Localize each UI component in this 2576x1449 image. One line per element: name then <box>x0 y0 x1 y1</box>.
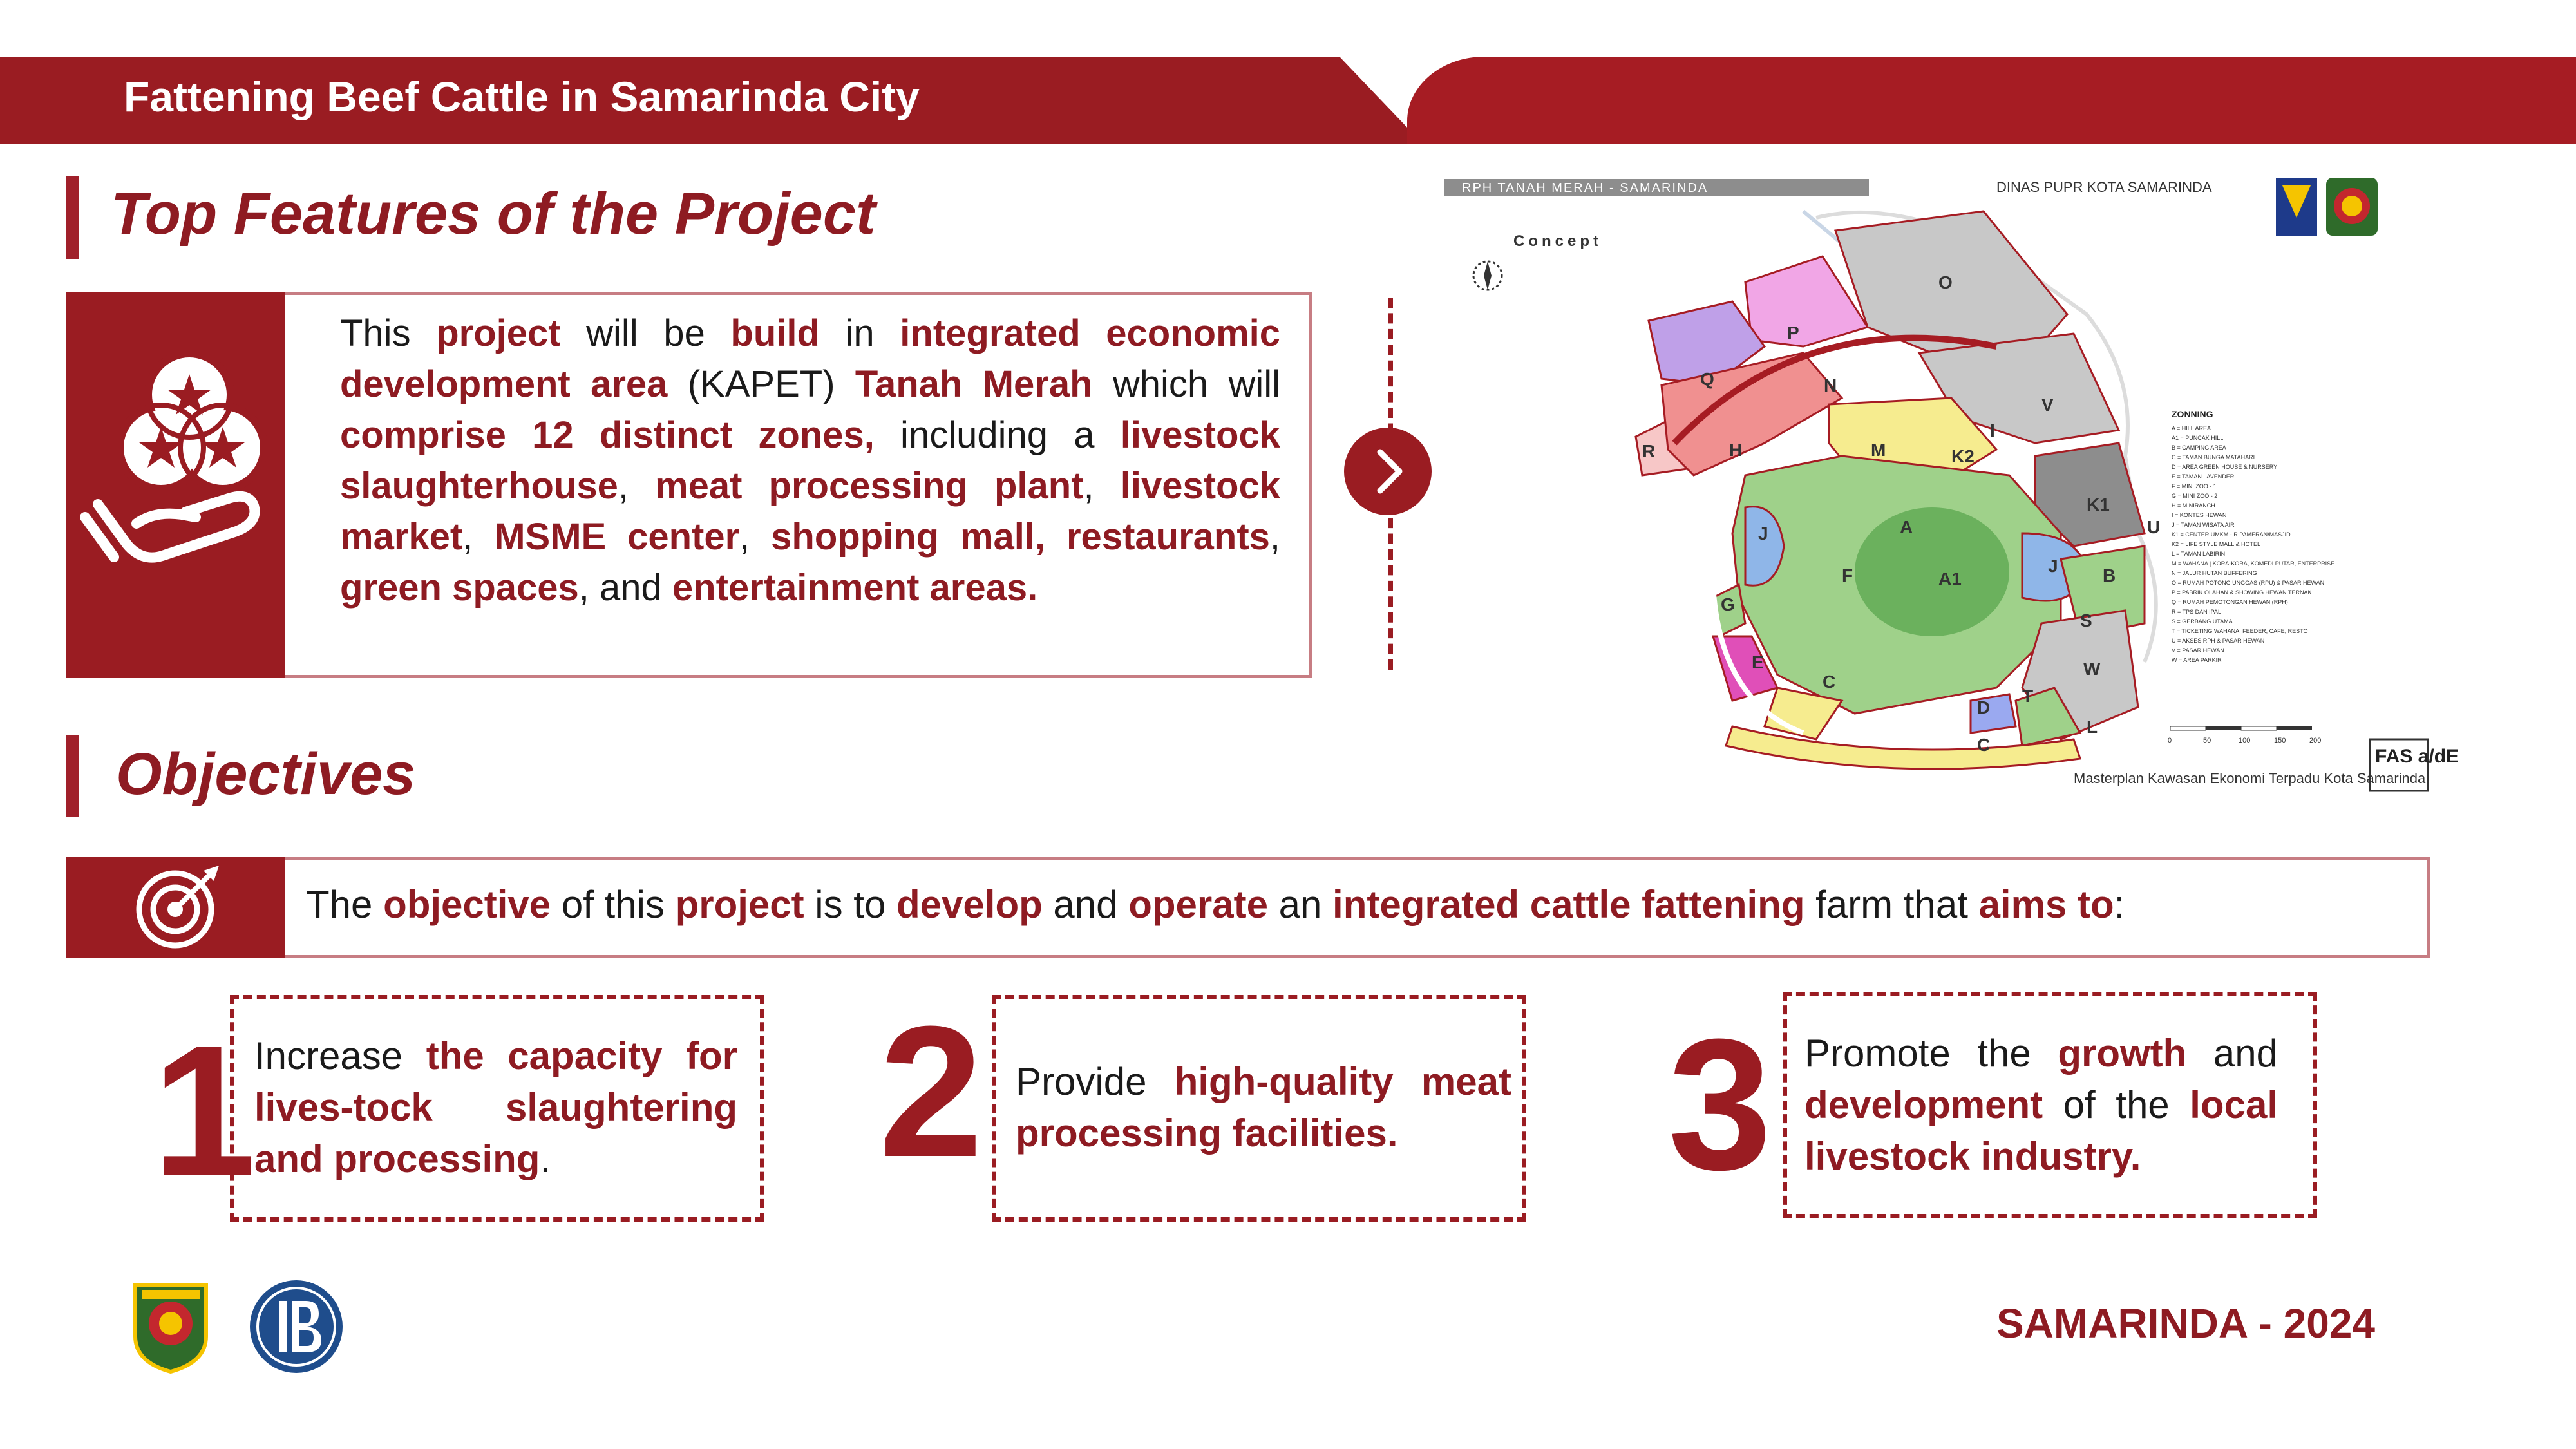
legend-entry: G = MINI ZOO - 2 <box>2172 493 2218 499</box>
svg-text:F: F <box>1842 565 1853 585</box>
objective-icon-panel <box>66 857 285 958</box>
svg-text:Q: Q <box>1700 369 1714 389</box>
zoning-legend <box>2172 425 2334 663</box>
svg-text:N: N <box>1824 375 1837 395</box>
scale-label: 200 <box>2309 737 2322 744</box>
section-marker <box>66 176 79 259</box>
section-marker <box>66 735 79 817</box>
svg-text:A: A <box>1900 517 1913 537</box>
map-header-right: DINAS PUPR KOTA SAMARINDA <box>1996 179 2212 195</box>
svg-text:L: L <box>2087 717 2098 737</box>
legend-entry: C = TAMAN BUNGA MATAHARI <box>2172 454 2255 460</box>
legend-title: ZONNING <box>2172 409 2213 419</box>
legend-entry: I = KONTES HEWAN <box>2172 512 2227 518</box>
target-icon <box>66 857 285 958</box>
svg-text:C: C <box>1977 735 1991 755</box>
legend-entry: L = TAMAN LABIRIN <box>2172 551 2226 557</box>
bank-indonesia-logo <box>248 1278 345 1375</box>
scale-label: 50 <box>2203 737 2211 744</box>
map-concept-label: Concept <box>1513 232 1602 250</box>
svg-text:J: J <box>1758 524 1768 544</box>
masterplan-drawing <box>1443 173 2459 797</box>
legend-entry: O = RUMAH POTONG UNGGAS (RPU) & PASAR HEWAN <box>2172 580 2325 586</box>
next-arrow-button[interactable] <box>1344 428 1432 515</box>
svg-text:D: D <box>1977 697 1991 717</box>
features-heading: Top Features of the Project <box>111 181 876 247</box>
map-scale <box>2170 726 2312 730</box>
svg-text:O: O <box>1938 272 1953 292</box>
svg-text:B: B <box>2103 565 2116 585</box>
masterplan-map <box>1443 173 2459 797</box>
legend-entry: S = GERBANG UTAMA <box>2172 618 2233 625</box>
objective-text: Promote the growth and development of the local livestock industry. <box>1804 1032 2278 1178</box>
legend-entry: T = TICKETING WAHANA, FEEDER, CAFE, RESTO <box>2172 628 2308 634</box>
svg-text:V: V <box>2041 395 2054 415</box>
legend-entry: B = CAMPING AREA <box>2172 444 2226 451</box>
svg-text:R: R <box>1642 441 1656 461</box>
legend-entry: P = PABRIK OLAHAN & SHOWING HEWAN TERNAK <box>2172 589 2312 596</box>
svg-text:E: E <box>1752 652 1764 672</box>
legend-entry: R = TPS DAN IPAL <box>2172 609 2221 615</box>
objective-text: Provide high-quality meat processing facilities. <box>1016 1060 1511 1155</box>
svg-text:A1: A1 <box>1938 569 1962 589</box>
legend-entry: F = MINI ZOO - 1 <box>2172 483 2217 489</box>
objective-number: 3 <box>1668 1000 1772 1209</box>
svg-text:M: M <box>1871 440 1886 460</box>
legend-entry: E = TAMAN LAVENDER <box>2172 473 2235 480</box>
svg-text:W: W <box>2083 659 2101 679</box>
legend-entry: U = AKSES RPH & PASAR HEWAN <box>2172 638 2265 644</box>
legend-entry: D = AREA GREEN HOUSE & NURSERY <box>2172 464 2278 470</box>
svg-text:K1: K1 <box>2087 495 2110 515</box>
chevron-right-icon <box>1344 428 1432 515</box>
objective-text: Increase the capacity for lives-tock slaughtering and processing. <box>254 1034 738 1180</box>
objectives-heading: Objectives <box>116 741 416 807</box>
samarinda-city-logo <box>122 1278 219 1375</box>
map-header-left: RPH TANAH MERAH - SAMARINDA <box>1462 181 1709 195</box>
fas-logo-text: FAS a/dE <box>2375 746 2459 767</box>
compass-icon <box>1473 261 1502 290</box>
objective-number: 2 <box>879 987 983 1196</box>
scale-label: 150 <box>2274 737 2286 744</box>
legend-entry: J = TAMAN WISATA AIR <box>2172 522 2235 528</box>
legend-entry: K2 = LIFE STYLE MALL & HOTEL <box>2172 541 2260 547</box>
header-banner-accent <box>1407 57 2576 144</box>
legend-entry: Q = RUMAH PEMOTONGAN HEWAN (RPH) <box>2172 599 2288 605</box>
scale-label: 0 <box>2168 737 2172 744</box>
svg-text:T: T <box>2022 686 2034 706</box>
svg-text:G: G <box>1721 594 1735 614</box>
svg-text:U: U <box>2147 517 2161 537</box>
objective-intro: The objective of this project is to develop and operate an integrated cattle fattening farm that aims to: <box>306 883 2125 926</box>
legend-entry: W = AREA PARKIR <box>2172 657 2222 663</box>
svg-text:C: C <box>1823 672 1836 692</box>
svg-text:H: H <box>1729 440 1743 460</box>
footer-location-year: SAMARINDA - 2024 <box>1996 1300 2375 1347</box>
map-caption: Masterplan Kawasan Ekonomi Terpadu Kota Samarinda <box>2074 770 2426 786</box>
legend-entry: V = PASAR HEWAN <box>2172 647 2224 654</box>
page-title: Fattening Beef Cattle in Samarinda City <box>124 73 920 120</box>
svg-text:J: J <box>2048 556 2058 576</box>
legend-entry: N = JALUR HUTAN BUFFERING <box>2172 570 2257 576</box>
svg-text:S: S <box>2080 611 2092 630</box>
features-description: This project will be build in integrated economic development area (KAPET) Tanah Merah which will comprise 12 distinct zones, including a livestock slaughterhouse, meat processing plant, livestock market, MSME center, shopping mall, restaurants, green spaces, and entertainment areas. <box>340 312 1281 609</box>
hand-stars-icon <box>66 292 285 678</box>
features-icon-panel <box>66 292 285 678</box>
legend-entry: K1 = CENTER UMKM - R.PAMERAN/MASJID <box>2172 531 2291 538</box>
legend-entry: H = MINIRANCH <box>2172 502 2215 509</box>
svg-text:I: I <box>1990 421 1995 440</box>
legend-entry: A = HILL AREA <box>2172 425 2211 431</box>
objective-number: 1 <box>152 1007 256 1215</box>
legend-entry: M = WAHANA | KORA-KORA, KOMEDI PUTAR, ENTERPRISE <box>2172 560 2335 567</box>
svg-text:K2: K2 <box>1951 446 1975 466</box>
legend-entry: A1 = PUNCAK HILL <box>2172 435 2224 441</box>
scale-label: 100 <box>2239 737 2251 744</box>
svg-text:P: P <box>1787 323 1799 343</box>
